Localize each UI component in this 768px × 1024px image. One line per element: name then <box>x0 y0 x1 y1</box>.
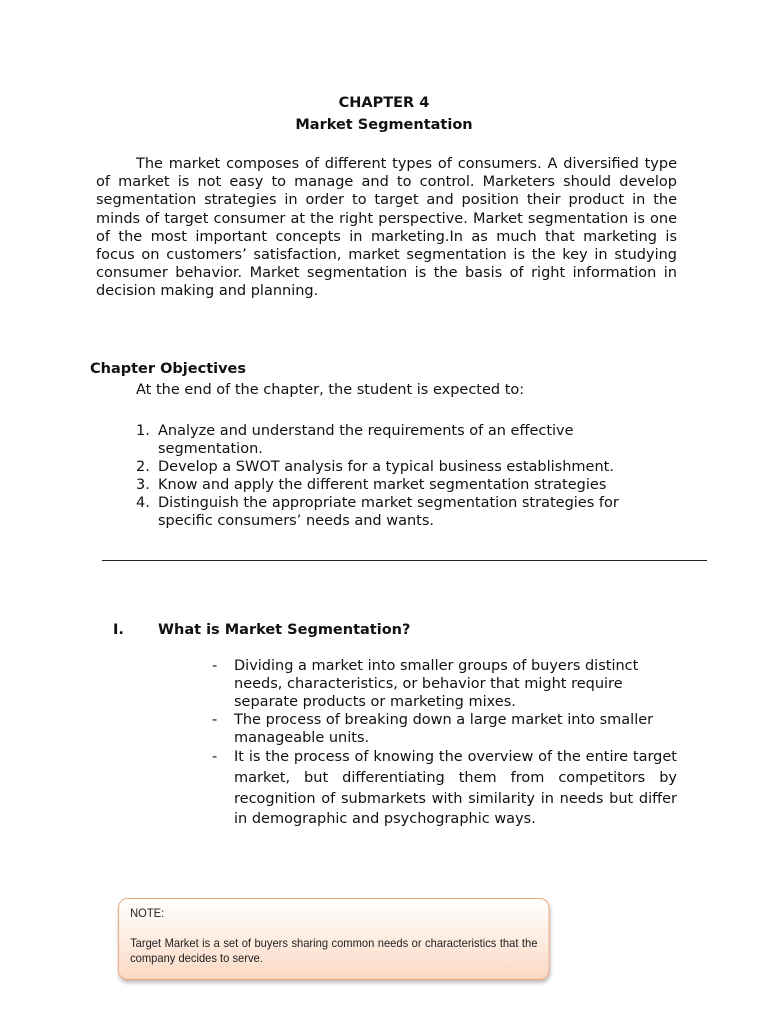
section-heading <box>113 621 410 639</box>
objective-item <box>136 476 656 494</box>
note-label: NOTE: <box>130 906 165 920</box>
objective-number: 1. <box>136 423 150 439</box>
intro-paragraph: The market composes of different types of consumers. A diversified type of market is not easy to manage and to control. Marketers should develop segmentation strategies in order to target and position their product in the minds of target consumer at the right perspective. Market segmentation is one of the most important concepts in marketing.In as much that marketing is focus on customers’ satisfaction, market segmentation is the key in studying consumer behavior. Market segmentation is the basis of right information in decision making and planning. <box>96 156 677 300</box>
bullet-dash: - <box>212 749 218 765</box>
list-item-text: The process of breaking down a large market into smaller manageable units. <box>234 712 654 746</box>
note-box <box>118 898 550 980</box>
list-item <box>212 657 677 711</box>
section-title: What is Market Segmentation? <box>158 622 411 638</box>
objectives-lead: At the end of the chapter, the student is expected to: <box>136 382 525 398</box>
objective-item <box>136 458 656 476</box>
section-divider <box>102 560 707 561</box>
objectives-list <box>136 422 656 530</box>
objective-item <box>136 494 656 530</box>
bullet-dash: - <box>212 712 218 728</box>
objective-text: Develop a SWOT analysis for a typical business establishment. <box>158 459 614 475</box>
objective-text: Know and apply the different market segmentation strategies <box>158 477 607 493</box>
chapter-heading <box>0 92 768 136</box>
objective-number: 2. <box>136 459 150 475</box>
list-item-text: It is the process of knowing the overview of the entire target market, but differentiating them from competitors by recognition of submarkets with similarity in needs but differ in demographic and psychographic ways. <box>234 749 677 828</box>
objective-text: Distinguish the appropriate market segmentation strategies for specific consumers’ needs and wants. <box>158 495 619 529</box>
bullet-dash: - <box>212 658 218 674</box>
definition-list <box>212 657 677 830</box>
objective-text: Analyze and understand the requirements of an effective segmentation. <box>158 423 574 457</box>
list-item <box>212 747 677 830</box>
objective-number: 3. <box>136 477 150 493</box>
note-text: Target Market is a set of buyers sharing common needs or characteristics that the company decides to serve. <box>130 935 538 965</box>
chapter-title: Market Segmentation <box>295 117 473 133</box>
objective-item <box>136 422 656 458</box>
chapter-number: CHAPTER 4 <box>338 95 430 111</box>
objectives-heading: Chapter Objectives <box>90 361 247 377</box>
objective-number: 4. <box>136 495 150 511</box>
section-number: I. <box>113 622 124 638</box>
list-item-text: Dividing a market into smaller groups of buyers distinct needs, characteristics, or behavior that might require separate products or marketing mixes. <box>234 658 639 710</box>
list-item <box>212 711 677 747</box>
